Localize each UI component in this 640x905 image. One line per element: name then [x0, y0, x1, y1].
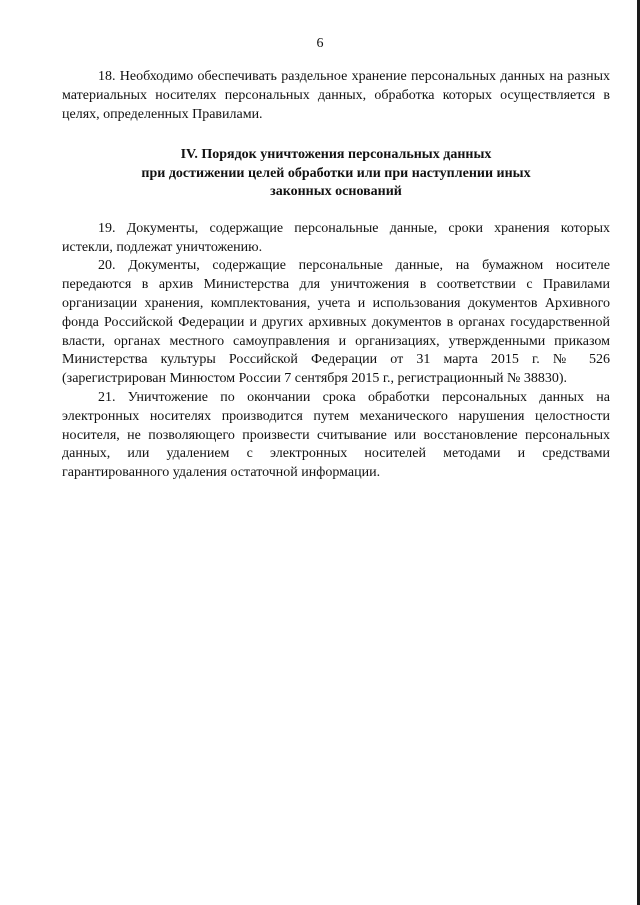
paragraph-21: 21. Уничтожение по окончании срока обработки персональных данных на электронных носителях производится путем механического нарушения целостности носителя, не позволяющего произвести считывание или восстановление персональных данных, или удалением с электронных носителей методами и средствами гарантированного удаления остаточной информации.: [62, 390, 610, 481]
paragraph-19: 19. Документы, содержащие персональные данные, сроки хранения которых истекли, подлежат уничтожению.: [62, 220, 610, 255]
paragraph-20: 20. Документы, содержащие персональные данные, на бумажном носителе передаются в архив Министерства для уничтожения в соответствии с Правилами организации хранения, комплектования, учета и использования документов Архивного фонда Российской Федерации и других архивных документов в органах государственной власти, органах местного самоуправления и организациях, утвержденными приказом Министерства культуры Российской Федерации от 31 марта 2015 г. № 526 (зарегистрирован Минюстом России 7 сентября 2015 г., регистрационный № 38830).: [62, 258, 610, 387]
page-number: 6: [316, 36, 324, 51]
section-heading-line-2: при достижении целей обработки или при наступлении иных: [141, 165, 531, 181]
section-heading-line-3: законных оснований: [270, 184, 402, 200]
paragraph-18: 18. Необходимо обеспечивать раздельное хранение персональных данных на разных материальных носителях персональных данных, обработка которых осуществляется в целях, определенных Правилами.: [62, 69, 610, 122]
document-body: [62, 68, 610, 483]
section-heading: [62, 146, 610, 202]
section-heading-line-1: IV. Порядок уничтожения персональных данных: [180, 147, 492, 163]
